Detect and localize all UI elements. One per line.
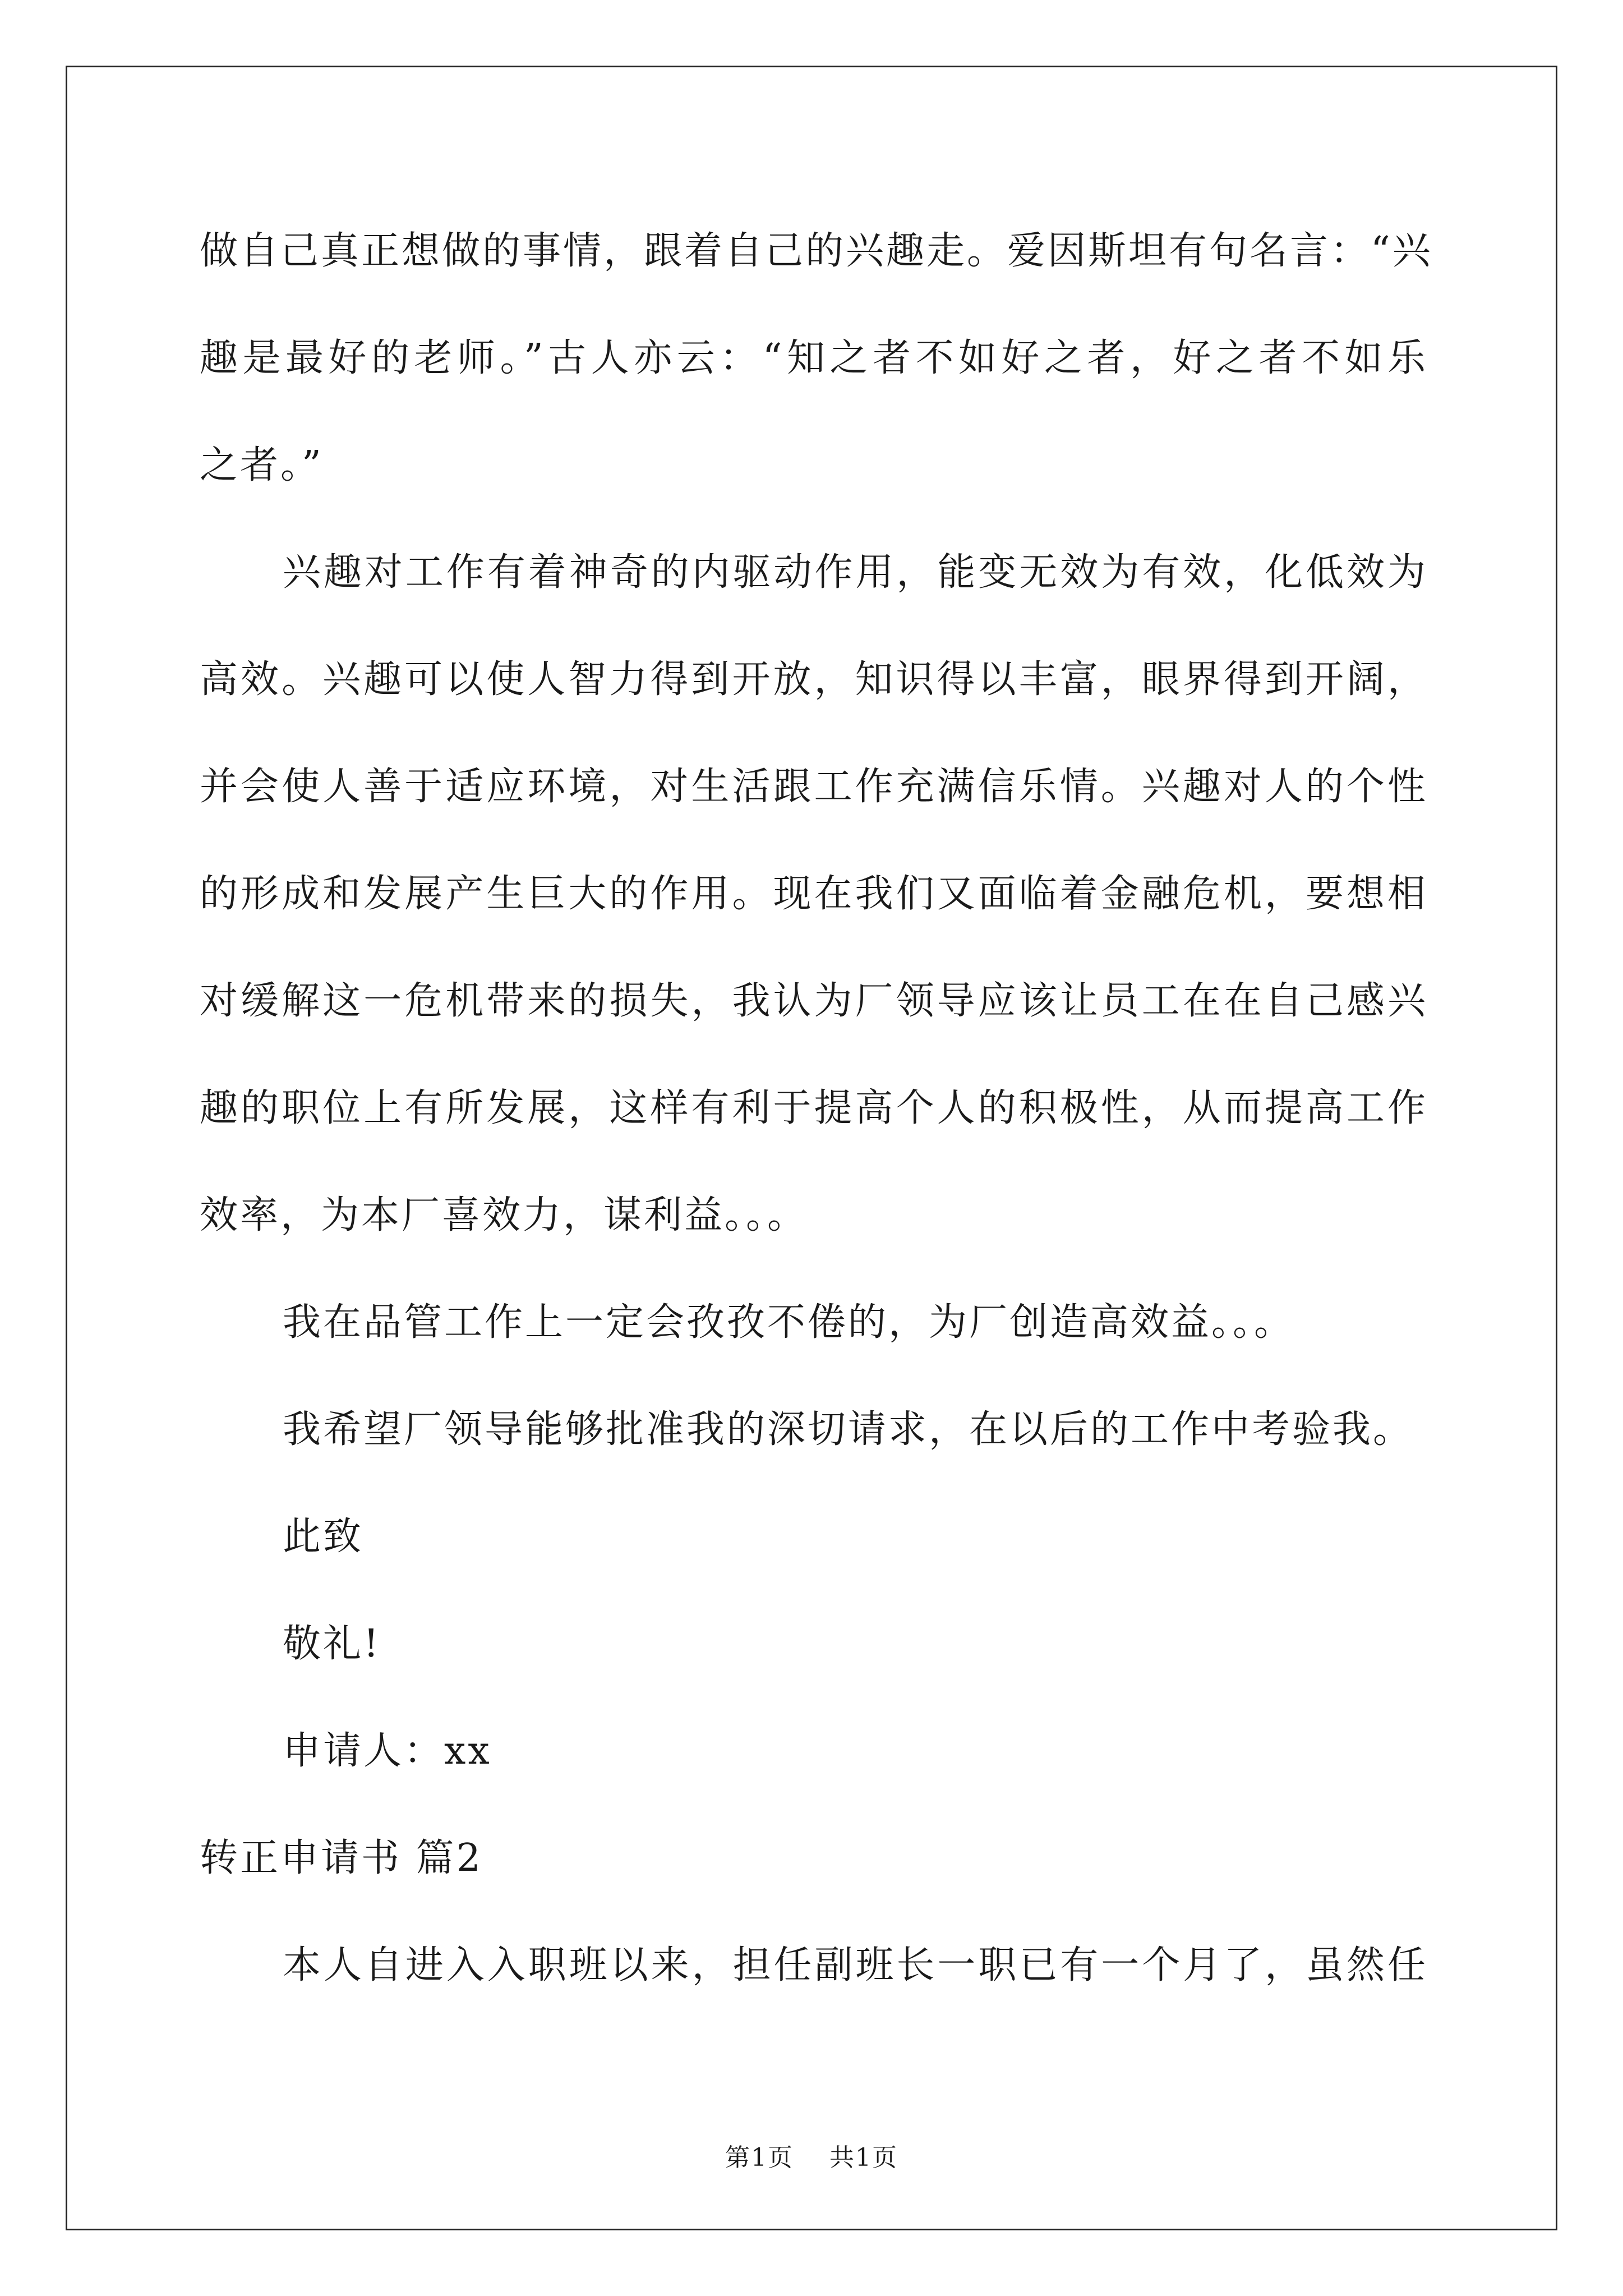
page-total: 共1页 xyxy=(829,2143,898,2172)
text-line-2: 趣是最好的老师。”古人亦云：“知之者不如好之者，好之者不如乐 xyxy=(200,336,1428,380)
text-line-5: 高效。兴趣可以使人智力得到开放，知识得以丰富，眼界得到开阔， xyxy=(200,657,1428,702)
document-body xyxy=(200,197,1433,2019)
section-heading: 转正申请书 篇2 xyxy=(200,1836,483,1880)
page-footer xyxy=(0,2137,1623,2173)
closing-regards: 敬礼! xyxy=(283,1622,381,1666)
applicant-signature: 申请人：xx xyxy=(283,1729,492,1773)
text-line-12: 我希望厂领导能够批准我的深切请求，在以后的工作中考验我。 xyxy=(283,1407,1414,1452)
text-line-3: 之者。” xyxy=(200,443,324,487)
page-number: 第1页 xyxy=(725,2143,794,2172)
text-line-7: 的形成和发展产生巨大的作用。现在我们又面临着金融危机，要想相 xyxy=(200,872,1428,916)
closing-salutation: 此致 xyxy=(283,1515,364,1559)
text-line-8: 对缓解这一危机带来的损失，我认为厂领导应该让员工在在自己感兴 xyxy=(200,979,1428,1023)
text-line-10: 效率，为本厂喜效力，谋利益。。。 xyxy=(200,1193,808,1237)
text-line-4: 兴趣对工作有着神奇的内驱动作用，能变无效为有效，化低效为 xyxy=(283,550,1428,595)
text-line-9: 趣的职位上有所发展，这样有利于提高个人的积极性，从而提高工作 xyxy=(200,1086,1428,1130)
text-line-11: 我在品管工作上一定会孜孜不倦的，为厂创造高效益。。。 xyxy=(283,1300,1295,1345)
text-line-6: 并会使人善于适应环境，对生活跟工作充满信乐情。兴趣对人的个性 xyxy=(200,765,1428,809)
text-line-1: 做自己真正想做的事情，跟着自己的兴趣走。爱因斯坦有句名言：“兴 xyxy=(200,229,1433,273)
text-line-17: 本人自进入入职班以来，担任副班长一职已有一个月了，虽然任 xyxy=(283,1943,1428,1987)
